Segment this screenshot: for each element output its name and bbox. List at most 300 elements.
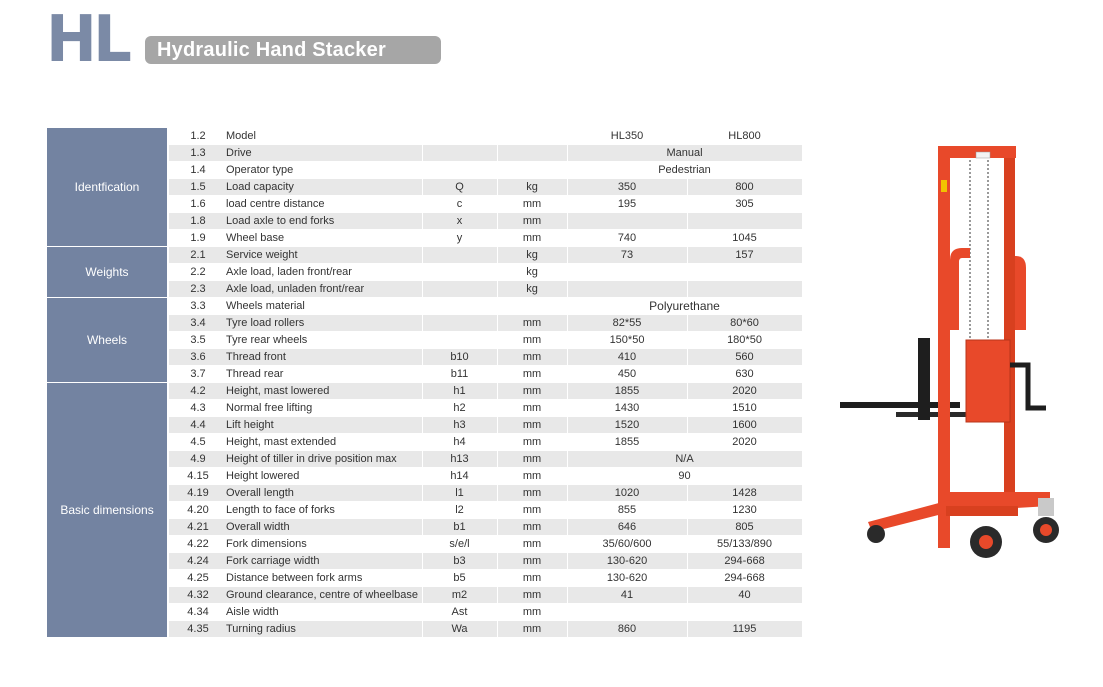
column-divider xyxy=(567,162,568,178)
column-divider xyxy=(422,349,423,365)
column-divider xyxy=(687,349,688,365)
column-divider xyxy=(497,417,498,433)
row-unit xyxy=(497,128,567,144)
row-value-hl350: 450 xyxy=(617,368,637,380)
row-label: Drive xyxy=(226,147,252,159)
column-divider xyxy=(422,298,423,314)
row-symbol: h3 xyxy=(453,419,466,431)
column-divider xyxy=(567,230,568,246)
table-row xyxy=(169,383,802,399)
column-divider xyxy=(567,570,568,586)
row-unit: mm xyxy=(522,521,542,533)
column-divider xyxy=(422,179,423,195)
row-number: 1.6 xyxy=(190,198,206,210)
column-divider xyxy=(422,213,423,229)
table-row xyxy=(169,587,802,603)
table-row xyxy=(169,536,802,552)
column-divider xyxy=(567,247,568,263)
row-label: load centre distance xyxy=(226,198,325,210)
row-unit: kg xyxy=(526,283,538,295)
row-value-hl350: 130-620 xyxy=(606,555,648,567)
column-divider xyxy=(497,247,498,263)
column-divider xyxy=(422,587,423,603)
row-number: 4.2 xyxy=(190,385,206,397)
column-divider xyxy=(497,264,498,280)
table-row xyxy=(169,519,802,535)
column-divider xyxy=(497,434,498,450)
row-value-hl800: 55/133/890 xyxy=(716,538,773,550)
row-symbol xyxy=(422,315,497,331)
column-divider xyxy=(422,128,423,144)
row-number: 3.4 xyxy=(190,317,206,329)
row-unit: mm xyxy=(522,538,542,550)
row-number: 4.35 xyxy=(187,623,209,635)
column-divider xyxy=(422,604,423,620)
row-value-hl800: 1230 xyxy=(732,504,757,516)
row-value-hl800: 294-668 xyxy=(724,572,765,584)
row-label: Fork carriage width xyxy=(226,555,320,567)
row-symbol xyxy=(422,281,497,297)
row-number: 1.4 xyxy=(190,164,206,176)
label-plate xyxy=(976,152,990,158)
row-symbol: c xyxy=(456,198,463,210)
handle-right xyxy=(1015,256,1026,330)
row-label: Thread front xyxy=(226,351,286,363)
row-value-hl350: 350 xyxy=(617,181,637,193)
column-divider xyxy=(422,400,423,416)
column-divider xyxy=(497,145,498,161)
front-roller xyxy=(867,525,885,543)
column-divider xyxy=(567,553,568,569)
warning-sticker xyxy=(941,180,947,192)
row-value-hl800: 40 xyxy=(738,589,751,601)
row-unit: mm xyxy=(522,198,542,210)
column-divider xyxy=(687,315,688,331)
row-value-hl350: 646 xyxy=(617,521,637,533)
row-symbol: b1 xyxy=(453,521,466,533)
column-divider xyxy=(687,196,688,212)
row-value-hl350: 855 xyxy=(617,504,637,516)
column-divider xyxy=(422,264,423,280)
row-value-hl350: 73 xyxy=(620,249,634,261)
row-label: Ground clearance, centre of wheelbase xyxy=(226,589,419,601)
column-divider xyxy=(497,553,498,569)
table-row xyxy=(169,366,802,382)
row-label: Load capacity xyxy=(226,181,294,193)
table-row xyxy=(169,298,802,314)
row-unit: mm xyxy=(522,487,542,499)
column-divider xyxy=(497,332,498,348)
column-divider xyxy=(567,417,568,433)
column-divider xyxy=(567,383,568,399)
table-row xyxy=(169,315,802,331)
column-divider xyxy=(567,366,568,382)
row-unit xyxy=(497,298,567,314)
row-symbol xyxy=(422,145,497,161)
row-symbol: h13 xyxy=(450,453,469,465)
table-row xyxy=(169,604,802,620)
row-number: 3.5 xyxy=(190,334,206,346)
pump-box xyxy=(966,340,1010,422)
row-value-hl350: 82*55 xyxy=(612,317,642,329)
row-label: Height lowered xyxy=(226,470,300,482)
column-divider xyxy=(422,145,423,161)
row-number: 2.2 xyxy=(190,266,206,278)
row-value-hl800: 805 xyxy=(735,521,754,533)
row-symbol: b11 xyxy=(450,368,469,380)
column-divider xyxy=(687,400,688,416)
column-divider xyxy=(567,264,568,280)
column-divider xyxy=(567,536,568,552)
column-divider xyxy=(422,332,423,348)
row-symbol xyxy=(422,332,497,348)
row-unit xyxy=(497,145,567,161)
column-divider xyxy=(497,196,498,212)
column-divider xyxy=(422,451,423,467)
column-divider xyxy=(497,366,498,382)
row-value-hl800: 560 xyxy=(735,351,754,363)
column-divider xyxy=(687,502,688,518)
row-symbol: b3 xyxy=(453,555,466,567)
row-value-hl800: 2020 xyxy=(732,385,757,397)
row-value-hl800: 1045 xyxy=(732,232,757,244)
column-divider xyxy=(567,349,568,365)
column-divider xyxy=(687,128,688,144)
table-row xyxy=(169,264,802,280)
table-row xyxy=(169,621,802,637)
row-unit: mm xyxy=(522,419,542,431)
column-divider xyxy=(567,468,568,484)
column-divider xyxy=(567,587,568,603)
column-divider xyxy=(687,434,688,450)
row-number: 1.3 xyxy=(190,147,206,159)
column-divider xyxy=(422,536,423,552)
row-number: 4.21 xyxy=(187,521,209,533)
row-unit: mm xyxy=(522,453,542,465)
axle-bar xyxy=(946,506,1018,516)
column-divider xyxy=(422,417,423,433)
row-symbol: h1 xyxy=(453,385,466,397)
row-value-hl350: 1855 xyxy=(614,436,640,448)
column-divider xyxy=(567,604,568,620)
column-divider xyxy=(687,366,688,382)
row-value-merged: 90 xyxy=(678,470,691,482)
row-value-merged: Manual xyxy=(666,147,703,159)
column-divider xyxy=(497,621,498,637)
row-value-hl800 xyxy=(687,264,802,280)
column-divider xyxy=(567,315,568,331)
handle-left xyxy=(950,248,970,330)
column-divider xyxy=(567,281,568,297)
row-value-hl800: 630 xyxy=(735,368,754,380)
table-row xyxy=(169,213,802,229)
row-label: Wheels material xyxy=(226,300,305,312)
table-row xyxy=(169,400,802,416)
row-value-hl800: 800 xyxy=(735,181,754,193)
column-divider xyxy=(687,247,688,263)
row-label: Tyre rear wheels xyxy=(226,334,308,346)
column-divider xyxy=(497,298,498,314)
column-divider xyxy=(422,281,423,297)
row-symbol: h2 xyxy=(453,402,466,414)
column-divider xyxy=(567,298,568,314)
row-unit: mm xyxy=(522,402,542,414)
row-value-hl800: 1428 xyxy=(732,487,757,499)
caster-bracket xyxy=(1038,498,1054,516)
row-number: 4.25 xyxy=(187,572,209,584)
column-divider xyxy=(422,502,423,518)
row-value-hl350: 41 xyxy=(620,589,634,601)
section-label: Identfication xyxy=(47,128,167,246)
column-divider xyxy=(687,281,688,297)
row-number: 4.20 xyxy=(187,504,209,516)
row-number: 4.9 xyxy=(190,453,206,465)
row-value-hl800 xyxy=(687,213,802,229)
row-symbol xyxy=(422,264,497,280)
column-divider xyxy=(422,196,423,212)
row-unit: kg xyxy=(526,249,538,261)
row-label: Tyre load rollers xyxy=(226,317,305,329)
row-number: 1.9 xyxy=(190,232,206,244)
row-label: Height of tiller in drive position max xyxy=(226,453,397,465)
row-symbol xyxy=(422,298,497,314)
table-row xyxy=(169,417,802,433)
row-value-hl350: HL350 xyxy=(610,130,644,142)
row-unit: mm xyxy=(522,436,542,448)
row-symbol: s/e/l xyxy=(449,538,470,550)
row-label: Length to face of forks xyxy=(226,504,335,516)
row-number: 4.15 xyxy=(187,470,209,482)
column-divider xyxy=(422,247,423,263)
table-row xyxy=(169,128,802,144)
row-unit: mm xyxy=(522,555,542,567)
column-divider xyxy=(687,553,688,569)
row-symbol: b10 xyxy=(450,351,469,363)
row-value-hl350: 35/60/600 xyxy=(602,538,652,550)
table-row xyxy=(169,451,802,467)
row-number: 1.2 xyxy=(190,130,206,142)
row-label: Operator type xyxy=(226,164,294,176)
page-title: Hydraulic Hand Stacker xyxy=(145,36,441,64)
row-symbol: b5 xyxy=(453,572,466,584)
column-divider xyxy=(497,179,498,195)
column-divider xyxy=(497,587,498,603)
column-divider xyxy=(497,400,498,416)
row-symbol: h4 xyxy=(453,436,466,448)
row-number: 4.22 xyxy=(187,538,209,550)
row-symbol xyxy=(422,128,497,144)
table-row xyxy=(169,468,802,484)
row-symbol: Q xyxy=(455,181,464,193)
table-row xyxy=(169,247,802,263)
column-divider xyxy=(687,383,688,399)
row-value-merged: Polyurethane xyxy=(649,299,720,313)
row-unit: mm xyxy=(522,470,542,482)
column-divider xyxy=(422,485,423,501)
row-unit: mm xyxy=(522,317,542,329)
table-row xyxy=(169,162,802,178)
row-value-hl800 xyxy=(687,281,802,297)
row-value-hl800: 80*60 xyxy=(730,317,759,329)
table-row xyxy=(169,485,802,501)
column-divider xyxy=(687,230,688,246)
row-value-hl350: 130-620 xyxy=(606,572,648,584)
row-symbol: x xyxy=(456,215,463,227)
column-divider xyxy=(422,383,423,399)
column-divider xyxy=(567,502,568,518)
row-value-hl350: 740 xyxy=(617,232,637,244)
row-unit: mm xyxy=(522,572,542,584)
column-divider xyxy=(567,400,568,416)
row-label: Distance between fork arms xyxy=(226,572,363,584)
row-label: Wheel base xyxy=(226,232,285,244)
row-number: 4.3 xyxy=(190,402,206,414)
row-symbol xyxy=(422,247,497,263)
row-number: 1.5 xyxy=(190,181,206,193)
row-unit: mm xyxy=(522,351,542,363)
table-row xyxy=(169,145,802,161)
row-number: 4.19 xyxy=(187,487,209,499)
table-row xyxy=(169,434,802,450)
fork-carriage xyxy=(918,338,930,420)
row-symbol: h14 xyxy=(450,470,469,482)
column-divider xyxy=(497,230,498,246)
row-number: 2.3 xyxy=(190,283,206,295)
column-divider xyxy=(422,519,423,535)
row-number: 3.6 xyxy=(190,351,206,363)
row-value-hl350: 860 xyxy=(617,623,637,635)
row-label: Overall length xyxy=(226,487,294,499)
row-label: Fork dimensions xyxy=(226,538,307,550)
section-label: Wheels xyxy=(47,298,167,382)
column-divider xyxy=(567,179,568,195)
table-row xyxy=(169,179,802,195)
row-unit: mm xyxy=(522,334,542,346)
row-symbol: Wa xyxy=(451,623,468,635)
row-symbol: l1 xyxy=(455,487,464,499)
column-divider xyxy=(422,366,423,382)
table-row xyxy=(169,502,802,518)
column-divider xyxy=(497,162,498,178)
column-divider xyxy=(497,604,498,620)
row-number: 4.4 xyxy=(190,419,206,431)
row-value-hl800: 305 xyxy=(735,198,754,210)
column-divider xyxy=(422,570,423,586)
row-number: 3.3 xyxy=(190,300,206,312)
row-value-hl800: 294-668 xyxy=(724,555,765,567)
row-label: Lift height xyxy=(226,419,274,431)
section-label: Weights xyxy=(47,247,167,297)
row-value-merged: Pedestrian xyxy=(658,164,711,176)
table-row xyxy=(169,196,802,212)
column-divider xyxy=(687,179,688,195)
column-divider xyxy=(497,570,498,586)
column-divider xyxy=(422,230,423,246)
row-label: Height, mast lowered xyxy=(226,385,330,397)
row-unit: mm xyxy=(522,606,542,618)
row-unit: mm xyxy=(522,623,542,635)
row-value-hl800: HL800 xyxy=(728,130,761,142)
row-symbol: y xyxy=(456,232,463,244)
row-value-hl350 xyxy=(567,264,687,280)
table-row xyxy=(169,570,802,586)
hand-stacker-illustration xyxy=(838,140,1078,570)
column-divider xyxy=(497,451,498,467)
row-label: Turning radius xyxy=(226,623,296,635)
column-divider xyxy=(567,519,568,535)
row-label: Height, mast extended xyxy=(226,436,337,448)
column-divider xyxy=(497,519,498,535)
column-divider xyxy=(687,536,688,552)
column-divider xyxy=(497,502,498,518)
column-divider xyxy=(497,383,498,399)
row-unit: mm xyxy=(522,368,542,380)
column-divider xyxy=(687,604,688,620)
mast-right xyxy=(1004,158,1015,498)
row-value-hl800: 1510 xyxy=(732,402,757,414)
row-unit: mm xyxy=(522,504,542,516)
row-number: 3.7 xyxy=(190,368,206,380)
column-divider xyxy=(687,519,688,535)
row-symbol: l2 xyxy=(455,504,464,516)
row-value-hl350: 150*50 xyxy=(609,334,645,346)
row-unit xyxy=(497,162,567,178)
column-divider xyxy=(567,128,568,144)
row-unit: mm xyxy=(522,385,542,397)
table-row xyxy=(169,332,802,348)
row-value-hl350: 1020 xyxy=(614,487,640,499)
table-row xyxy=(169,281,802,297)
row-unit: mm xyxy=(522,215,542,227)
row-value-hl800: 2020 xyxy=(732,436,757,448)
column-divider xyxy=(497,349,498,365)
column-divider xyxy=(567,451,568,467)
row-symbol: m2 xyxy=(451,589,468,601)
row-label: Aisle width xyxy=(226,606,279,618)
row-number: 4.5 xyxy=(190,436,206,448)
table-row xyxy=(169,230,802,246)
column-divider xyxy=(567,213,568,229)
row-value-hl800 xyxy=(687,604,802,620)
column-divider xyxy=(567,621,568,637)
row-label: Load axle to end forks xyxy=(226,215,335,227)
row-value-hl350: 195 xyxy=(617,198,637,210)
row-value-hl350: 410 xyxy=(617,351,637,363)
row-label: Model xyxy=(226,130,256,142)
row-label: Overall width xyxy=(226,521,290,533)
row-number: 4.24 xyxy=(187,555,209,567)
row-value-hl350 xyxy=(567,604,687,620)
row-number: 4.32 xyxy=(187,589,209,601)
table-row xyxy=(169,553,802,569)
row-label: Axle load, laden front/rear xyxy=(226,266,352,278)
row-value-hl800: 157 xyxy=(735,249,754,261)
column-divider xyxy=(687,587,688,603)
column-divider xyxy=(687,213,688,229)
column-divider xyxy=(497,315,498,331)
row-value-hl350 xyxy=(567,213,687,229)
row-label: Normal free lifting xyxy=(226,402,313,414)
row-symbol xyxy=(422,162,497,178)
column-divider xyxy=(687,417,688,433)
row-value-hl350: 1855 xyxy=(614,385,640,397)
column-divider xyxy=(497,281,498,297)
column-divider xyxy=(687,485,688,501)
table-row xyxy=(169,349,802,365)
logo-text: HL xyxy=(46,3,129,77)
row-value-hl350: 1520 xyxy=(614,419,640,431)
column-divider xyxy=(422,468,423,484)
